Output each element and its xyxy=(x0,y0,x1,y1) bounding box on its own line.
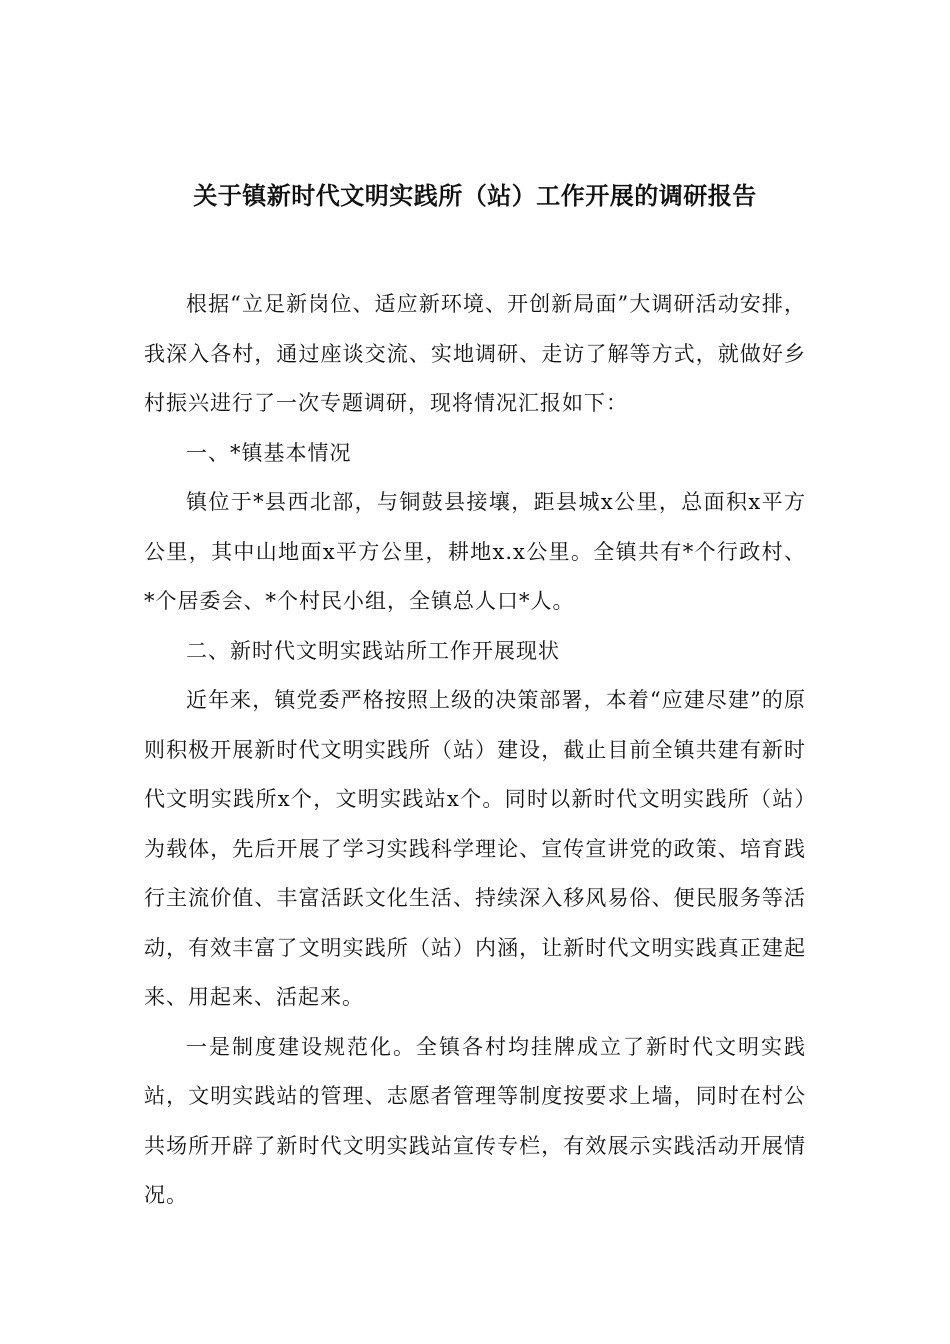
document-body xyxy=(144,280,806,1221)
basic-info-paragraph: 镇位于*县西北部，与铜鼓县接壤，距县城x公里，总面积x平方公里，其中山地面x平方公里，耕地x.x公里。全镇共有*个行政村、*个居委会、*个村民小组，全镇总人口*人。 xyxy=(144,490,806,613)
institution-paragraph: 一是制度建设规范化。全镇各村均挂牌成立了新时代文明实践站，文明实践站的管理、志愿者管理等制度按要求上墙，同时在村公共场所开辟了新时代文明实践站宣传专栏，有效展示实践活动开展情况。 xyxy=(144,1034,806,1207)
section-heading-current-status: 二、新时代文明实践站所工作开展现状 xyxy=(186,638,560,663)
intro-paragraph: 根据“立足新岗位、适应新环境、开创新局面”大调研活动安排，我深入各村，通过座谈交流、实地调研、走访了解等方式，就做好乡村振兴进行了一次专题调研，现将情况汇报如下： xyxy=(144,292,806,415)
current-status-paragraph: 近年来，镇党委严格按照上级的决策部署，本着“应建尽建”的原则积极开展新时代文明实践所（站）建设，截止目前全镇共建有新时代文明实践所x个，文明实践站x个。同时以新时代文明实践所（站）为载体，先后开展了学习实践科学理论、宣传宣讲党的政策、培育践行主流价值、丰富活跃文化生活、持续深入移风易俗、便民服务等活动，有效丰富了文明实践所（站）内涵，让新时代文明实践真正建起来、用起来、活起来。 xyxy=(144,688,806,1009)
section-heading-basic-info: 一、*镇基本情况 xyxy=(186,440,352,465)
document-title: 关于镇新时代文明实践所（站）工作开展的调研报告 xyxy=(193,181,757,211)
